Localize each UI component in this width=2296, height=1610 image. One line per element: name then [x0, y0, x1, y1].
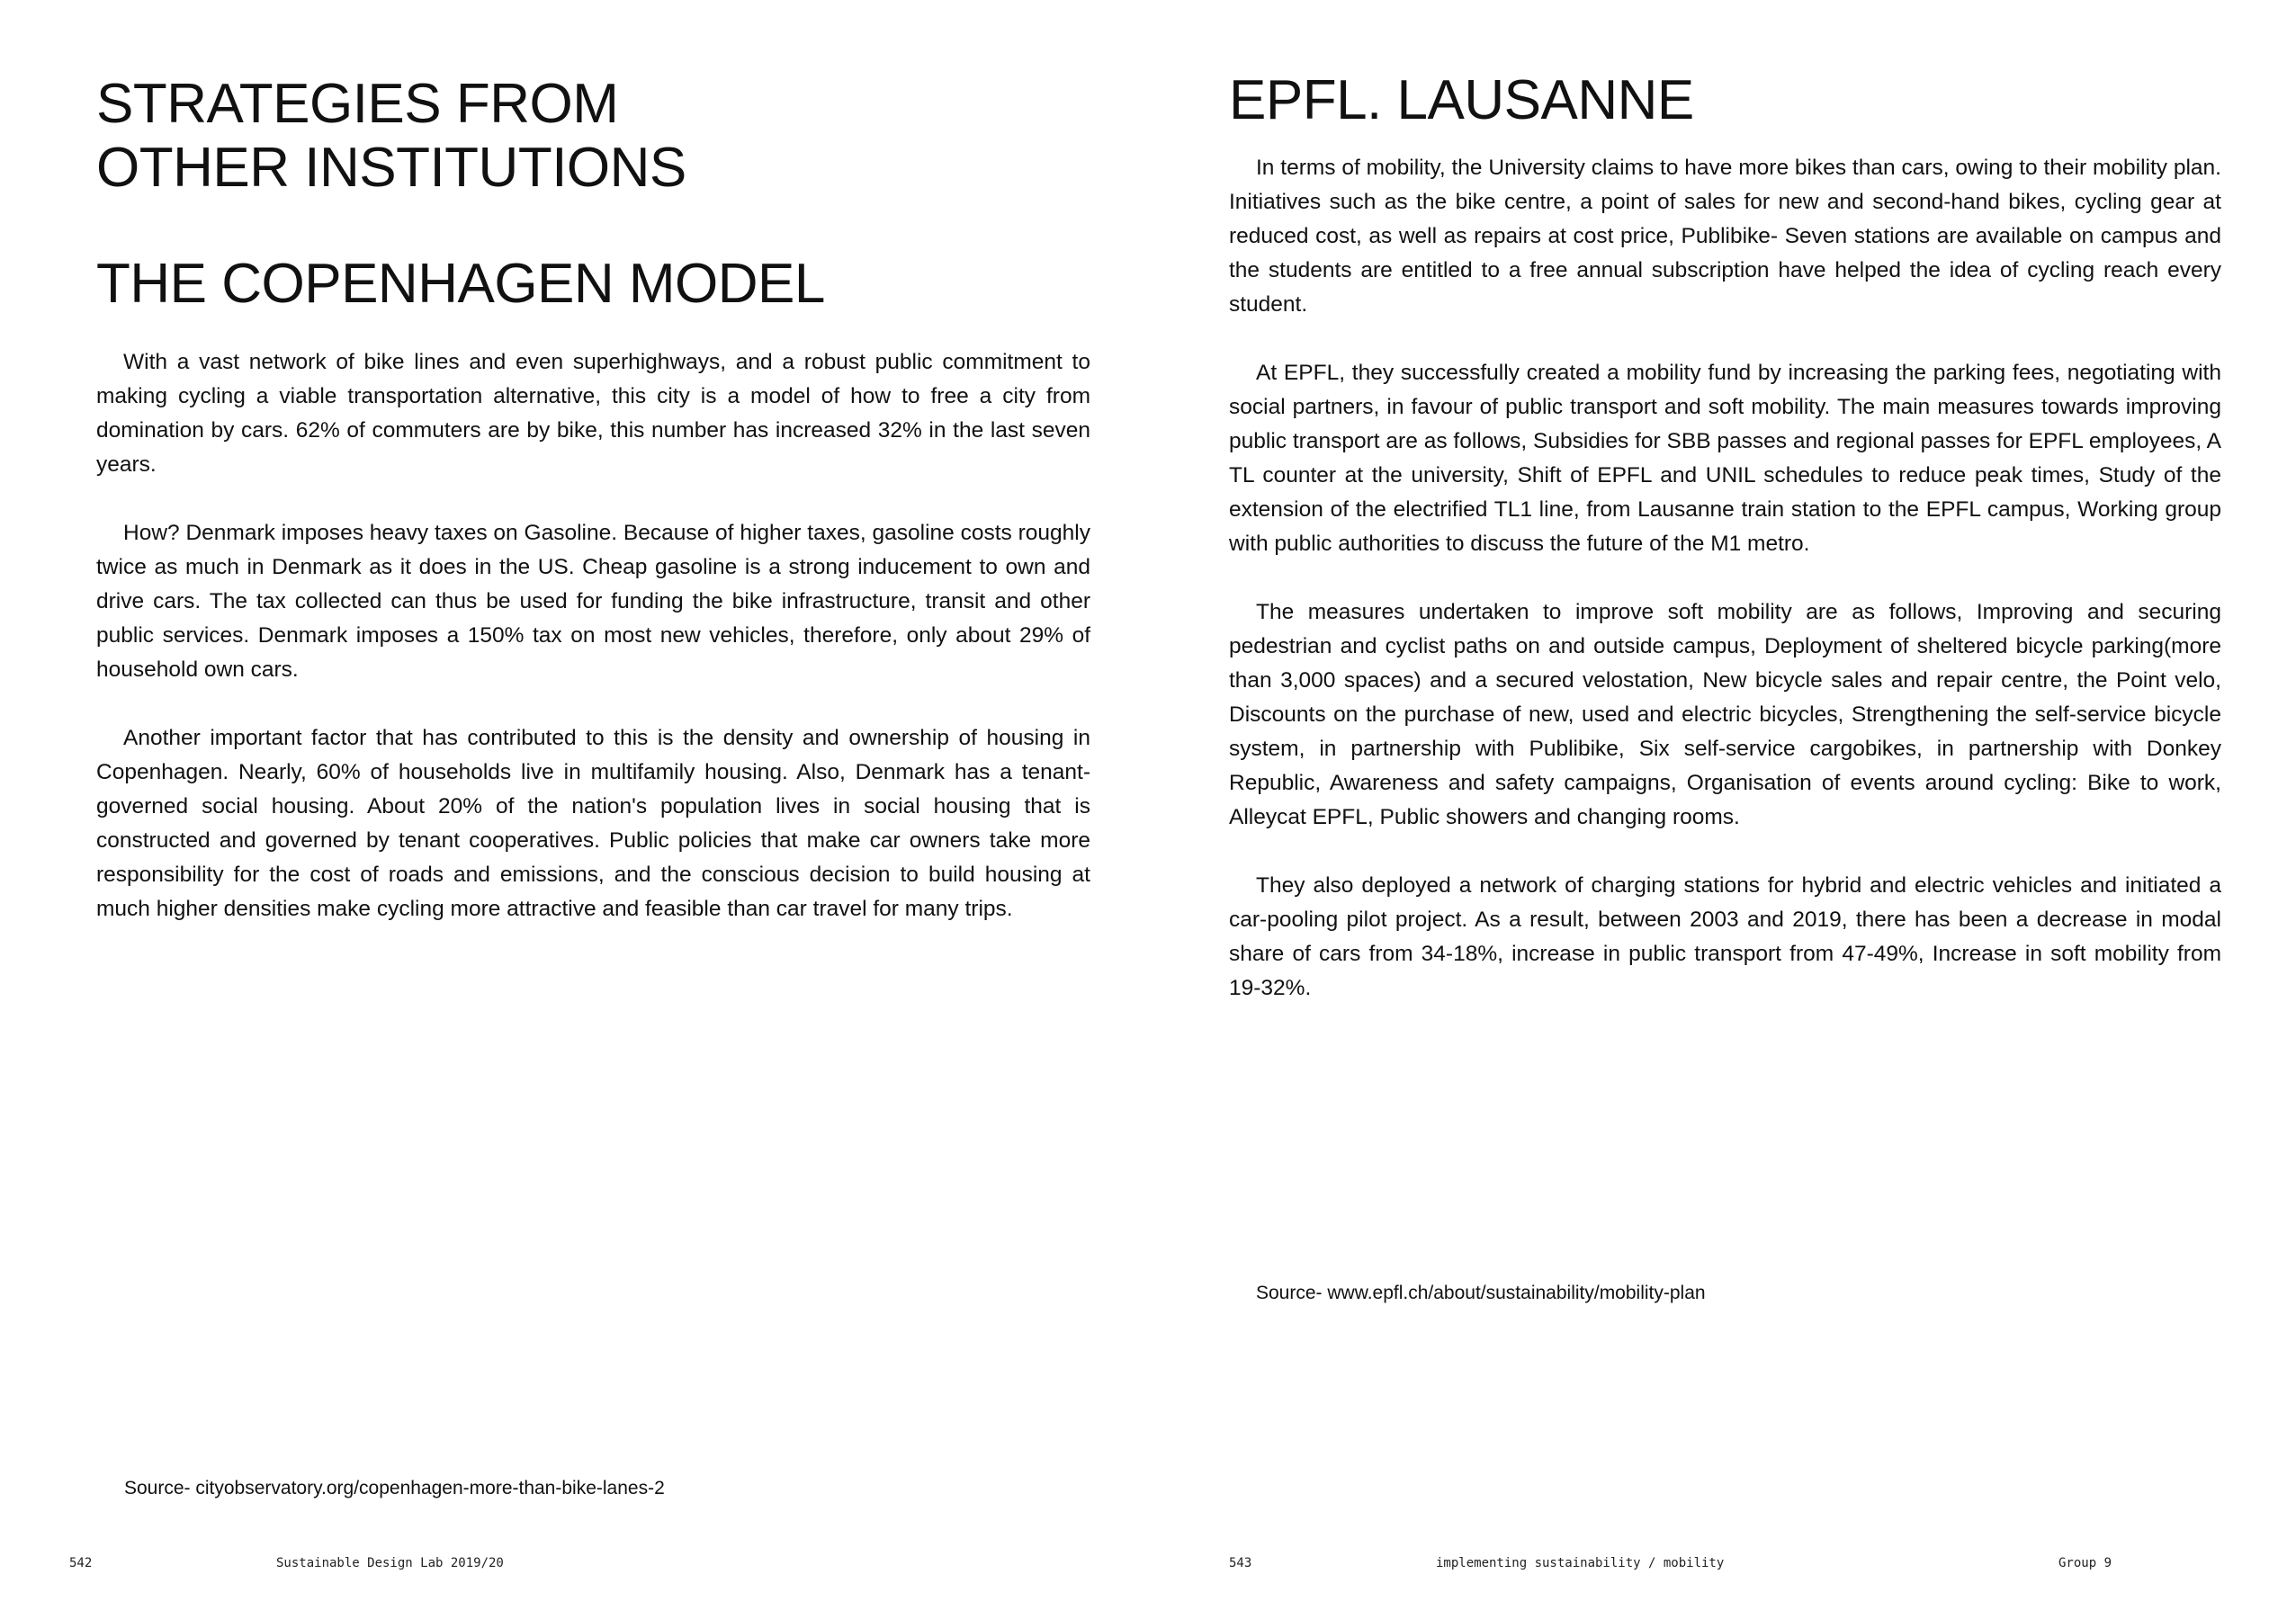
section-title-copenhagen: THE COPENHAGEN MODEL — [96, 253, 825, 315]
paragraph: Another important factor that has contributed to this is the density and ownership of housing in Copenhagen. Nearly, 60% of households live in multifamily housing. Also, Denmark has a tenant-governed social housing. About 20% of the nation's population lives in social housing that is constructed and governed by tenant cooperatives. Public policies that make car owners take more responsibility for the cost of roads and emissions, and the conscious decision to build housing at much higher densities make cycling more attractive and feasible than car travel for many trips. — [96, 726, 1090, 921]
title-line: OTHER INSTITUTIONS — [96, 137, 686, 199]
copenhagen-body — [96, 345, 1090, 961]
paragraph: They also deployed a network of charging stations for hybrid and electric vehicles and initiated a car-pooling pilot project. As a result, between 2003 and 2019, there has been a decrease in modal share of cars from 34-18%, increase in public transport from 47-49%, Increase in soft mobility from 19-32%. — [1229, 873, 2221, 1000]
page-number-left: 542 — [69, 1556, 93, 1570]
page-title — [96, 72, 686, 200]
paragraph: In terms of mobility, the University claims to have more bikes than cars, owing to their mobility plan. Initiatives such as the bike centre, a point of sales for new and second-hand bikes, cycling gear at reduced cost, as well as repairs at cost price, Publibike- Seven stations are available on campus and the students are entitled to a free annual subscription have helped the idea of cycling reach every student. — [1229, 156, 2221, 317]
source-epfl: Source- www.epfl.ch/about/sustainability/mobility-plan — [1256, 1283, 1706, 1303]
footer-group: Group 9 — [2058, 1556, 2112, 1570]
epfl-body — [1229, 151, 2221, 1040]
footer-left-label: Sustainable Design Lab 2019/20 — [276, 1556, 504, 1570]
title-line: STRATEGIES FROM — [96, 73, 619, 135]
paragraph: The measures undertaken to improve soft mobility are as follows, Improving and securing pedestrian and cyclist paths on and outside campus, Deployment of sheltered bicycle parking(more than 3,000 spaces) and a secured velostation, New bicycle sales and repair centre, the Point velo, Discounts on the purchase of new, used and electric bicycles, Strengthening the self-service bicycle system, in partnership with Publibike, Six self-service cargobikes, in partnership with Donkey Republic, Awareness and safety campaigns, Organisation of events around cycling: Bike to work, Alleycat EPFL, Public showers and changing rooms. — [1229, 600, 2221, 829]
footer-right-label: implementing sustainability / mobility — [1436, 1556, 1725, 1570]
section-title-epfl: EPFL. LAUSANNE — [1229, 69, 1694, 131]
paragraph: With a vast network of bike lines and even superhighways, and a robust public commitment to making cycling a viable transportation alternative, this city is a model of how to free a city from domination by cars. 62% of commuters are by bike, this number has increased 32% in the last seven years. — [96, 350, 1090, 477]
paragraph: How? Denmark imposes heavy taxes on Gasoline. Because of higher taxes, gasoline costs roughly twice as much in Denmark as it does in the US. Cheap gasoline is a strong inducement to own and drive cars. The tax collected can thus be used for funding the bike infrastructure, transit and other public services. Denmark imposes a 150% tax on most new vehicles, therefore, only about 29% of household own cars. — [96, 521, 1090, 682]
source-copenhagen: Source- cityobservatory.org/copenhagen-more-than-bike-lanes-2 — [124, 1478, 665, 1498]
page-number-right: 543 — [1229, 1556, 1252, 1570]
paragraph: At EPFL, they successfully created a mobility fund by increasing the parking fees, negotiating with social partners, in favour of public transport and soft mobility. The main measures towards improving public transport are as follows, Subsidies for SBB passes and regional passes for EPFL employees, A TL counter at the university, Shift of EPFL and UNIL schedules to reduce peak times, Study of the extension of the electrified TL1 line, from Lausanne train station to the EPFL campus, Working group with public authorities to discuss the future of the M1 metro. — [1229, 361, 2221, 556]
